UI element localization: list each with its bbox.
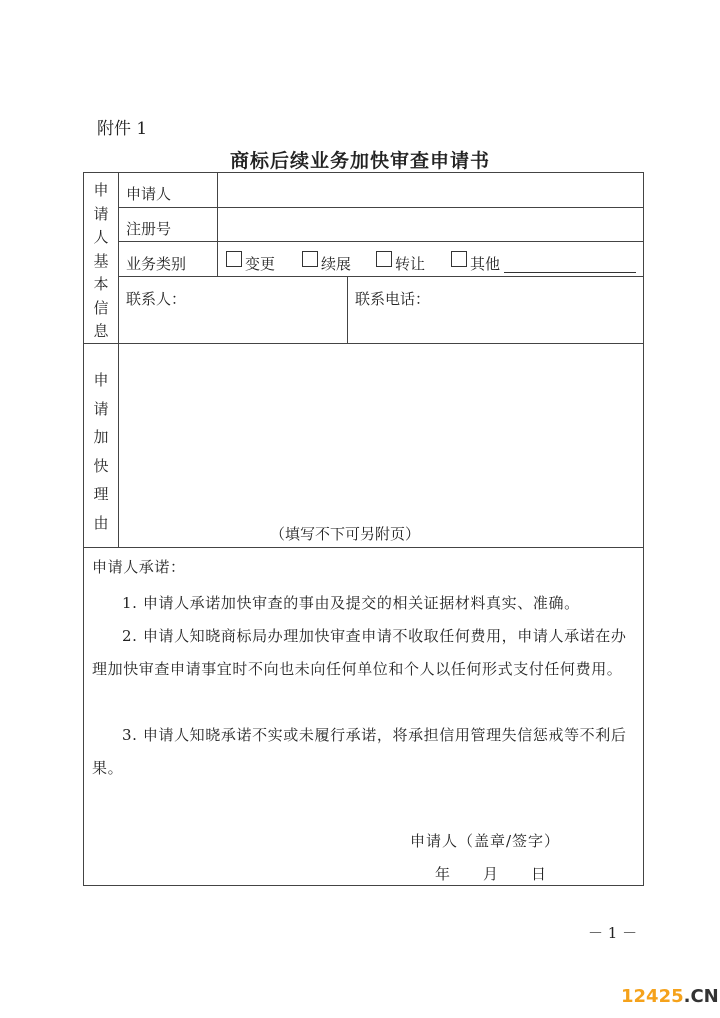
row-divider: [118, 241, 644, 242]
application-form-table: [83, 172, 644, 886]
basic-info-side-label: 申 请 人 基 本 信 息: [93, 181, 109, 340]
applicant-label: 申请人: [126, 185, 172, 203]
section-divider: [84, 547, 644, 548]
attach-page-note: （填写不下可另附页）: [270, 525, 421, 543]
date-label: 年 月 日: [435, 865, 548, 883]
signature-label: 申请人（盖章/签字）: [410, 832, 561, 850]
contact-phone-divider: [347, 276, 348, 343]
applicant-field[interactable]: [218, 174, 643, 206]
commitment-item-2: 2. 申请人知晓商标局办理加快审查申请不收取任何费用，申请人承诺在办理加快审查申请事宜时不向也未向任何单位和个人以任何形式支付任何费用。: [92, 627, 627, 678]
option-change-label: 变更: [245, 255, 276, 273]
commitment-heading: 申请人承诺：: [92, 558, 186, 576]
commitment-item-3: 3. 申请人知晓承诺不实或未履行承诺，将承担信用管理失信惩戒等不利后果。: [92, 726, 627, 777]
option-renewal-label: 续展: [321, 255, 352, 273]
business-type-label: 业务类别: [126, 255, 187, 273]
attachment-label: 附件 1: [97, 119, 148, 139]
checkbox-renewal[interactable]: [302, 251, 318, 267]
checkbox-transfer[interactable]: [376, 251, 392, 267]
site-watermark: 12425.CN: [621, 986, 719, 1007]
page-number: － 1 －: [588, 924, 638, 942]
other-fill-line[interactable]: [504, 272, 636, 273]
reason-text-area[interactable]: [119, 344, 643, 546]
contact-label: 联系人：: [126, 290, 187, 308]
checkbox-change[interactable]: [226, 251, 242, 267]
commitment-item-1: 1. 申请人承诺加快审查的事由及提交的相关证据材料真实、准确。: [122, 594, 580, 612]
form-title: 商标后续业务加快审查申请书: [229, 150, 490, 172]
option-transfer-label: 转让: [395, 255, 426, 273]
registration-number-label: 注册号: [126, 220, 172, 238]
phone-label: 联系电话：: [355, 290, 431, 308]
row-divider: [118, 276, 644, 277]
registration-number-field[interactable]: [218, 208, 643, 240]
reason-side-label: 申 请 加 快 理 由: [93, 371, 109, 532]
option-other-label: 其他: [470, 255, 501, 273]
checkbox-other[interactable]: [451, 251, 467, 267]
